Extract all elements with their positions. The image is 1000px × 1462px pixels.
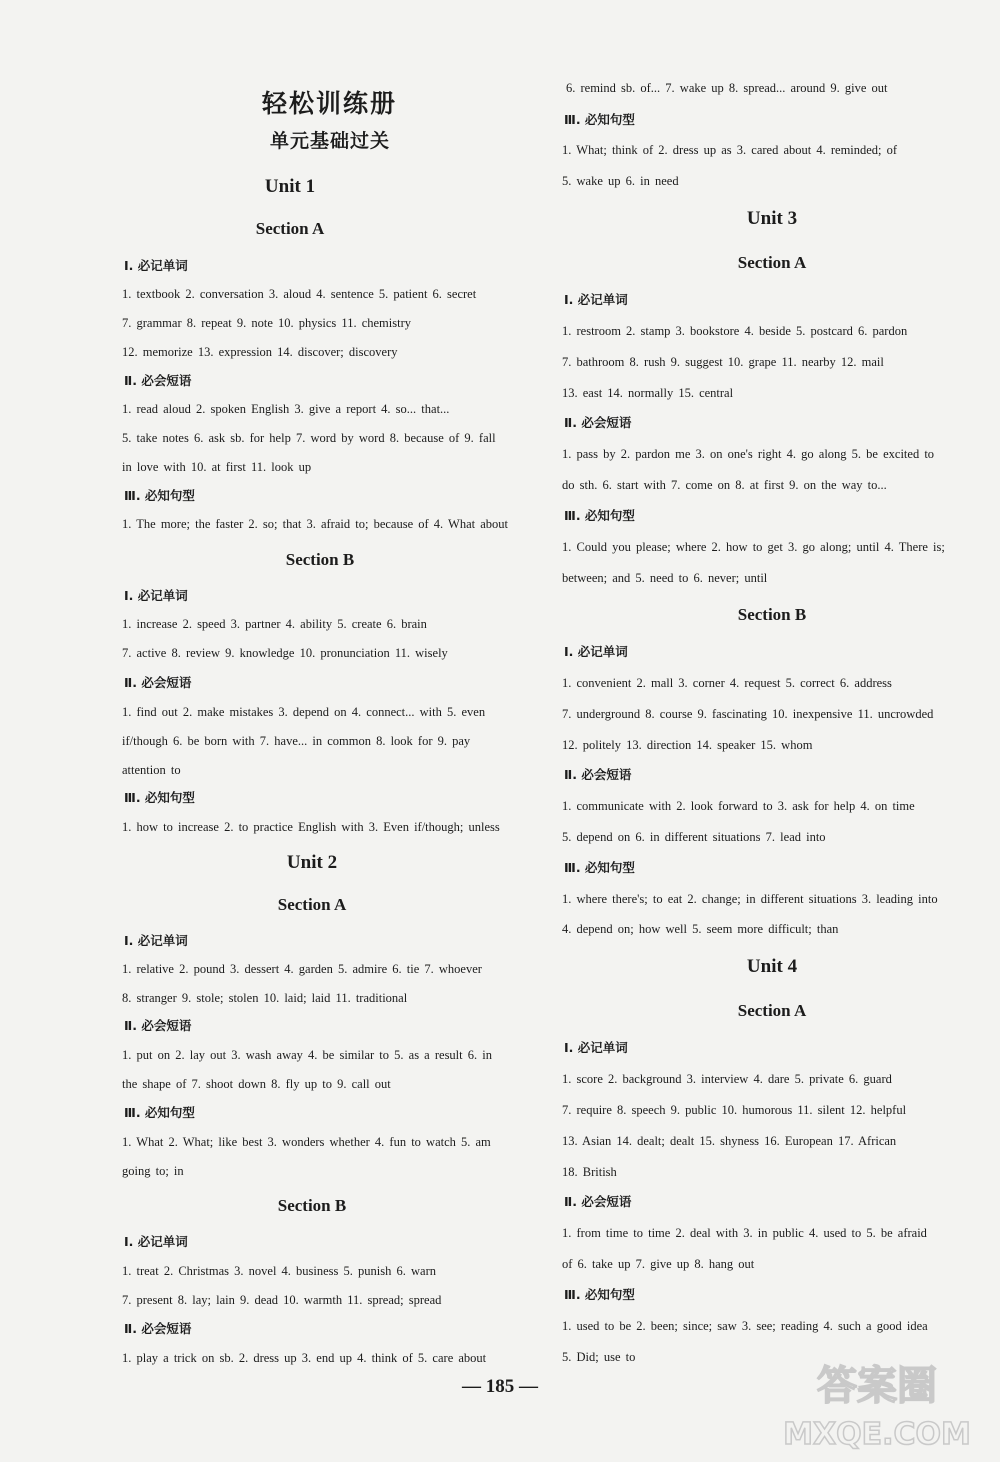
answer-line: 1. play a trick on sb. 2. dress up 3. end up 4. think of 5. care about	[122, 1351, 487, 1365]
subsection-heading: Ⅲ. 必知句型	[124, 1105, 195, 1120]
answer-line: 7. require 8. speech 9. public 10. humorous 11. silent 12. helpful	[562, 1103, 907, 1117]
answer-line: 5. take notes 6. ask sb. for help 7. word by word 8. because of 9. fall	[122, 431, 496, 445]
answer-line: 1. used to be 2. been; since; saw 3. see; reading 4. such a good idea	[562, 1319, 928, 1333]
book-title: 轻松训练册	[262, 89, 398, 118]
answer-line: 1. communicate with 2. look forward to 3. ask for help 4. on time	[562, 799, 915, 813]
answer-line: 1. The more; the faster 2. so; that 3. afraid to; because of 4. What about	[122, 517, 509, 531]
answer-line: 1. relative 2. pound 3. dessert 4. garden 5. admire 6. tie 7. whoever	[122, 962, 482, 976]
subsection-heading: Ⅱ. 必会短语	[564, 767, 632, 782]
answer-line: 7. active 8. review 9. knowledge 10. pronunciation 11. wisely	[122, 646, 448, 660]
page-number: — 185 —	[462, 1376, 538, 1397]
book-subtitle: 单元基础过关	[270, 130, 391, 152]
subsection-heading: Ⅱ. 必会短语	[124, 675, 192, 690]
answer-line: 5. wake up 6. in need	[562, 174, 679, 188]
subsection-heading: Ⅲ. 必知句型	[564, 112, 635, 127]
unit-3-section-b-title: Section B	[737, 605, 807, 624]
subsection-heading: Ⅱ. 必会短语	[124, 1018, 192, 1033]
subsection-heading: Ⅰ. 必记单词	[124, 258, 188, 273]
answer-line: in love with 10. at first 11. look up	[122, 460, 312, 474]
unit-1-section-a-title: Section A	[255, 219, 325, 238]
subsection-heading: Ⅰ. 必记单词	[564, 1040, 628, 1055]
answer-line: 6. remind sb. of... 7. wake up 8. spread... around 9. give out	[566, 81, 888, 95]
unit-3-title: Unit 3	[746, 208, 798, 229]
answer-line: 1. What 2. What; like best 3. wonders whether 4. fun to watch 5. am	[122, 1135, 491, 1149]
subsection-heading: Ⅱ. 必会短语	[564, 1194, 632, 1209]
subsection-heading: Ⅲ. 必知句型	[124, 488, 195, 503]
unit-4-title: Unit 4	[746, 956, 798, 977]
subsection-heading: Ⅱ. 必会短语	[564, 415, 632, 430]
subsection-heading: Ⅰ. 必记单词	[124, 1234, 188, 1249]
answer-line: 1. from time to time 2. deal with 3. in public 4. used to 5. be afraid	[562, 1226, 927, 1240]
unit-4-section-a-title: Section A	[737, 1001, 807, 1020]
answer-line: 7. underground 8. course 9. fascinating 10. inexpensive 11. uncrowded	[562, 707, 934, 721]
answer-line: 5. Did; use to	[562, 1350, 636, 1364]
answer-line: 13. Asian 14. dealt; dealt 15. shyness 16. European 17. African	[562, 1134, 897, 1148]
subsection-heading: Ⅱ. 必会短语	[124, 373, 192, 388]
answer-line: 7. grammar 8. repeat 9. note 10. physics 11. chemistry	[122, 316, 411, 330]
unit-2-section-b-title: Section B	[277, 1196, 347, 1215]
answer-line: 5. depend on 6. in different situations 7. lead into	[562, 830, 826, 844]
answer-line: 12. memorize 13. expression 14. discover; discovery	[122, 345, 398, 359]
subsection-heading: Ⅰ. 必记单词	[564, 292, 628, 307]
answer-line: 4. depend on; how well 5. seem more difficult; than	[562, 922, 839, 936]
subsection-heading: Ⅲ. 必知句型	[124, 790, 195, 805]
answer-line: 1. What; think of 2. dress up as 3. cared about 4. reminded; of	[562, 143, 898, 157]
answer-line: 1. put on 2. lay out 3. wash away 4. be similar to 5. as a result 6. in	[122, 1048, 492, 1062]
unit-2-section-a-title: Section A	[277, 895, 347, 914]
unit-1-title: Unit 1	[264, 176, 316, 197]
answer-line: the shape of 7. shoot down 8. fly up to 9. call out	[122, 1077, 391, 1091]
answer-line: 1. restroom 2. stamp 3. bookstore 4. beside 5. postcard 6. pardon	[562, 324, 908, 338]
answer-line: 18. British	[562, 1165, 617, 1179]
answer-line: do sth. 6. start with 7. come on 8. at first 9. on the way to...	[562, 478, 887, 492]
answer-line: 1. where there's; to eat 2. change; in different situations 3. leading into	[562, 892, 938, 906]
answer-line: 1. textbook 2. conversation 3. aloud 4. sentence 5. patient 6. secret	[122, 287, 477, 301]
unit-2-title: Unit 2	[286, 852, 338, 873]
answer-line: attention to	[122, 763, 181, 777]
watermark-logo-text: 答案圈	[817, 1363, 937, 1409]
subsection-heading: Ⅰ. 必记单词	[124, 933, 188, 948]
answer-line: of 6. take up 7. give up 8. hang out	[562, 1257, 755, 1271]
answer-line: 12. politely 13. direction 14. speaker 15. whom	[562, 738, 813, 752]
subsection-heading: Ⅲ. 必知句型	[564, 1287, 635, 1302]
subsection-heading: Ⅱ. 必会短语	[124, 1321, 192, 1336]
answer-line: 7. bathroom 8. rush 9. suggest 10. grape 11. nearby 12. mail	[562, 355, 884, 369]
answer-line: 1. Could you please; where 2. how to get 3. go along; until 4. There is;	[562, 540, 945, 554]
answer-line: 1. treat 2. Christmas 3. novel 4. business 5. punish 6. warn	[122, 1264, 436, 1278]
answer-line: if/though 6. be born with 7. have... in common 8. look for 9. pay	[122, 734, 471, 748]
answer-line: 1. read aloud 2. spoken English 3. give a report 4. so... that...	[122, 402, 450, 416]
subsection-heading: Ⅲ. 必知句型	[564, 508, 635, 523]
answer-line: 13. east 14. normally 15. central	[562, 386, 734, 400]
answer-line: 1. convenient 2. mall 3. corner 4. request 5. correct 6. address	[562, 676, 892, 690]
answer-line: going to; in	[122, 1164, 184, 1178]
answer-line: 7. present 8. lay; lain 9. dead 10. warmth 11. spread; spread	[122, 1293, 442, 1307]
answer-line: 1. how to increase 2. to practice English with 3. Even if/though; unless	[122, 820, 500, 834]
answer-line: 1. increase 2. speed 3. partner 4. ability 5. create 6. brain	[122, 617, 427, 631]
unit-1-section-b-title: Section B	[285, 550, 355, 569]
subsection-heading: Ⅰ. 必记单词	[124, 588, 188, 603]
subsection-heading: Ⅲ. 必知句型	[564, 860, 635, 875]
answer-line: between; and 5. need to 6. never; until	[562, 571, 768, 585]
watermark-url: MXQE.COM	[783, 1417, 971, 1452]
answer-line: 1. score 2. background 3. interview 4. dare 5. private 6. guard	[562, 1072, 892, 1086]
answer-line: 1. find out 2. make mistakes 3. depend on 4. connect... with 5. even	[122, 705, 486, 719]
answer-line: 8. stranger 9. stole; stolen 10. laid; laid 11. traditional	[122, 991, 408, 1005]
unit-3-section-a-title: Section A	[737, 253, 807, 272]
watermark-logo	[782, 1344, 972, 1454]
answer-line: 1. pass by 2. pardon me 3. on one's right 4. go along 5. be excited to	[562, 447, 935, 461]
subsection-heading: Ⅰ. 必记单词	[564, 644, 628, 659]
